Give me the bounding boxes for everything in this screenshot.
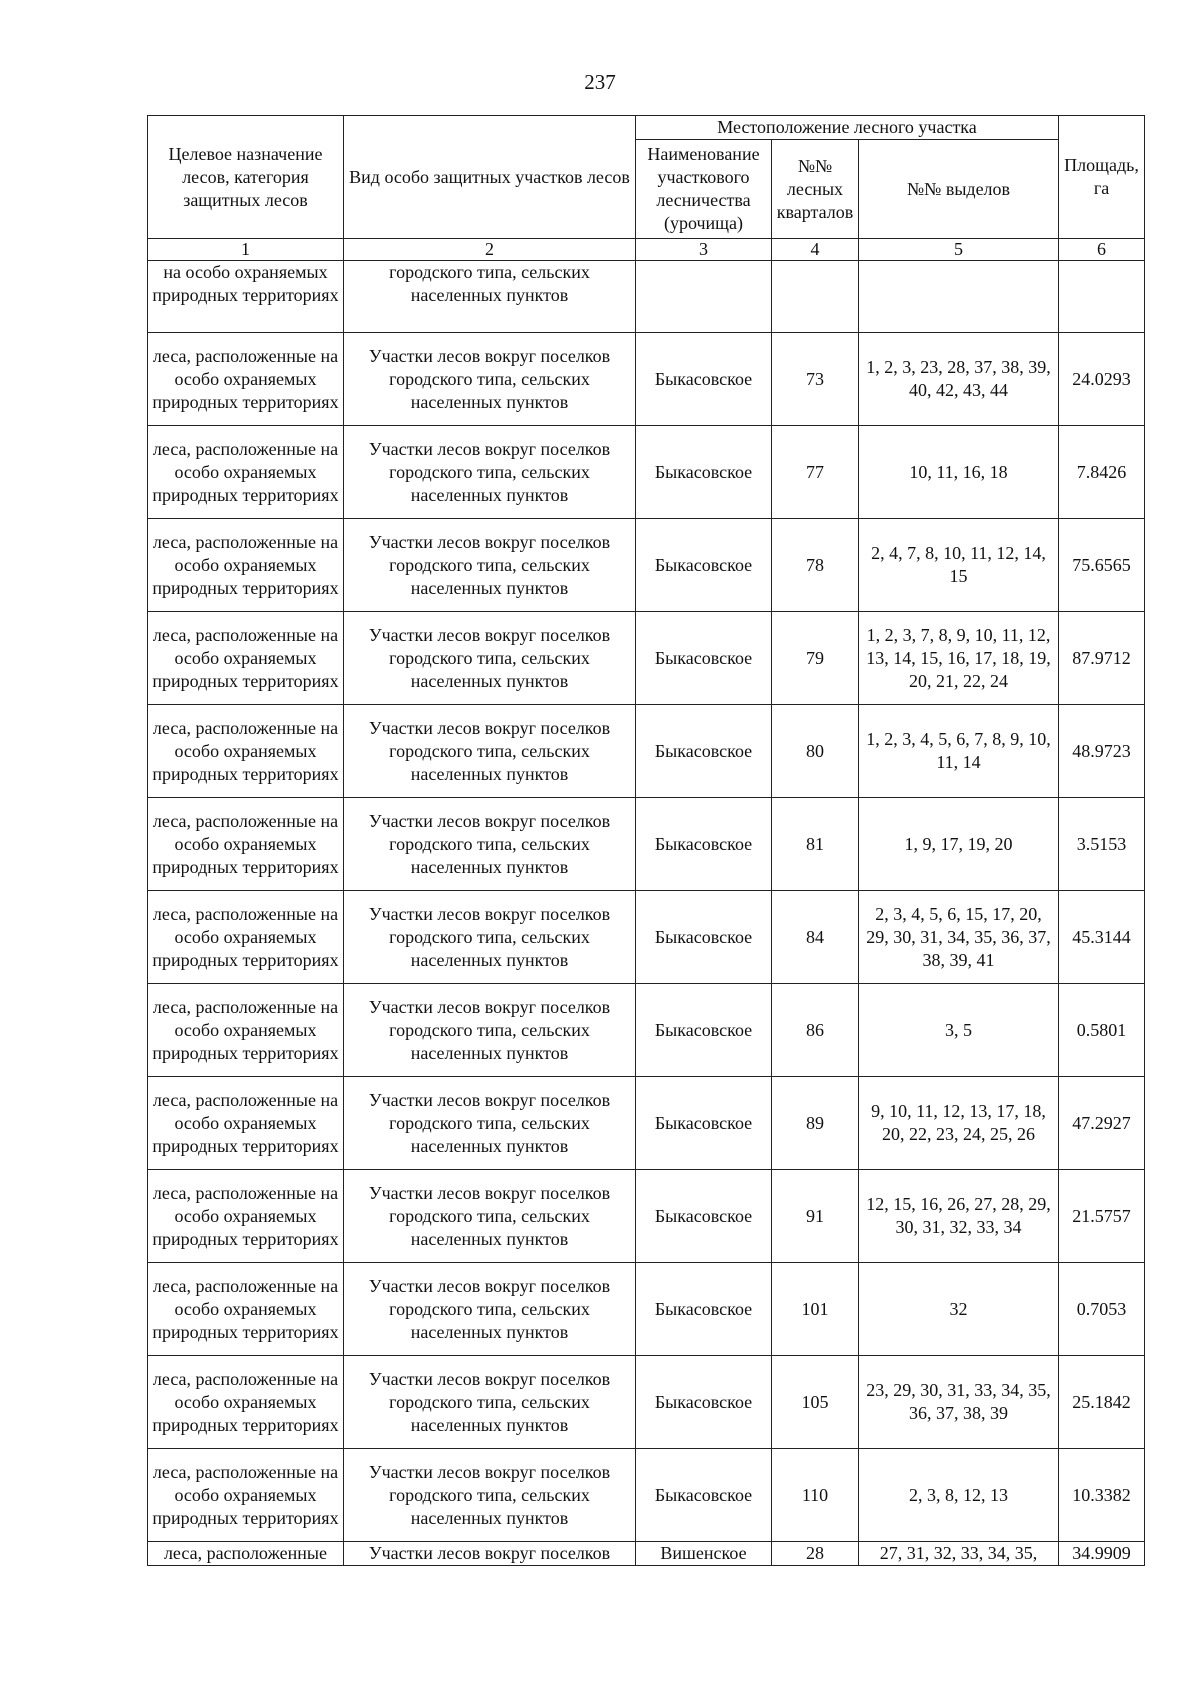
cell-forestry: Быкасовское	[636, 1170, 772, 1263]
cell-purpose: леса, расположенные на особо охраняемых природных территориях	[148, 1449, 344, 1542]
cell-quarter: 110	[772, 1449, 859, 1542]
cell-area: 48.9723	[1059, 705, 1145, 798]
header-row-top	[148, 116, 1145, 140]
cell-area: 34.9909	[1059, 1542, 1145, 1566]
cell-area: 24.0293	[1059, 333, 1145, 426]
cell-quarter: 78	[772, 519, 859, 612]
cell-plots: 1, 9, 17, 19, 20	[859, 798, 1059, 891]
table-row	[148, 705, 1145, 798]
column-number: 4	[772, 239, 859, 261]
cell-plots: 2, 3, 4, 5, 6, 15, 17, 20, 29, 30, 31, 34, 35, 36, 37, 38, 39, 41	[859, 891, 1059, 984]
cell-area: 3.5153	[1059, 798, 1145, 891]
cell-forestry: Быкасовское	[636, 984, 772, 1077]
cell-protected-type: Участки лесов вокруг поселков городского типа, сельских населенных пунктов	[344, 798, 636, 891]
cell-area: 21.5757	[1059, 1170, 1145, 1263]
cell-quarter: 101	[772, 1263, 859, 1356]
cell-plots: 1, 2, 3, 23, 28, 37, 38, 39, 40, 42, 43, 44	[859, 333, 1059, 426]
cell-forestry: Быкасовское	[636, 798, 772, 891]
cell-protected-type: Участки лесов вокруг поселков городского типа, сельских населенных пунктов	[344, 426, 636, 519]
cell-area: 10.3382	[1059, 1449, 1145, 1542]
cell-protected-type: Участки лесов вокруг поселков городского типа, сельских населенных пунктов	[344, 891, 636, 984]
column-number: 3	[636, 239, 772, 261]
cell-area	[1059, 261, 1145, 333]
cell-forestry: Быкасовское	[636, 1449, 772, 1542]
cell-protected-type: городского типа, сельских населенных пунктов	[344, 261, 636, 333]
cell-area: 0.7053	[1059, 1263, 1145, 1356]
column-number: 1	[148, 239, 344, 261]
header-forestry: Наименование участкового лесничества (урочища)	[636, 140, 772, 239]
header-plots: №№ выделов	[859, 140, 1059, 239]
cell-plots: 10, 11, 16, 18	[859, 426, 1059, 519]
table-row	[148, 1077, 1145, 1170]
protected-forest-table	[147, 115, 1145, 1566]
cell-purpose: на особо охраняемых природных территориях	[148, 261, 344, 333]
table-row	[148, 1263, 1145, 1356]
cell-forestry: Быкасовское	[636, 519, 772, 612]
cell-plots: 27, 31, 32, 33, 34, 35,	[859, 1542, 1059, 1566]
cell-plots: 23, 29, 30, 31, 33, 34, 35, 36, 37, 38, 39	[859, 1356, 1059, 1449]
cell-protected-type: Участки лесов вокруг поселков городского типа, сельских населенных пунктов	[344, 1077, 636, 1170]
cell-protected-type: Участки лесов вокруг поселков	[344, 1542, 636, 1566]
cell-protected-type: Участки лесов вокруг поселков городского типа, сельских населенных пунктов	[344, 1263, 636, 1356]
cell-forestry: Быкасовское	[636, 426, 772, 519]
cell-purpose: леса, расположенные на особо охраняемых природных территориях	[148, 519, 344, 612]
cell-quarter: 91	[772, 1170, 859, 1263]
cell-quarter	[772, 261, 859, 333]
cell-protected-type: Участки лесов вокруг поселков городского типа, сельских населенных пунктов	[344, 1356, 636, 1449]
cell-plots: 32	[859, 1263, 1059, 1356]
cell-area: 45.3144	[1059, 891, 1145, 984]
cell-quarter: 80	[772, 705, 859, 798]
cell-protected-type: Участки лесов вокруг поселков городского типа, сельских населенных пунктов	[344, 612, 636, 705]
cell-quarter: 73	[772, 333, 859, 426]
cell-protected-type: Участки лесов вокруг поселков городского типа, сельских населенных пунктов	[344, 984, 636, 1077]
cell-purpose: леса, расположенные	[148, 1542, 344, 1566]
cell-plots: 3, 5	[859, 984, 1059, 1077]
cell-purpose: леса, расположенные на особо охраняемых природных территориях	[148, 612, 344, 705]
table-row	[148, 1449, 1145, 1542]
header-quarters: №№ лесных кварталов	[772, 140, 859, 239]
column-number-row	[148, 239, 1145, 261]
table-row	[148, 426, 1145, 519]
header-purpose: Целевое назначение лесов, категория защитных лесов	[148, 116, 344, 239]
cell-plots: 1, 2, 3, 7, 8, 9, 10, 11, 12, 13, 14, 15, 16, 17, 18, 19, 20, 21, 22, 24	[859, 612, 1059, 705]
table-row	[148, 612, 1145, 705]
cell-purpose: леса, расположенные на особо охраняемых природных территориях	[148, 891, 344, 984]
cell-purpose: леса, расположенные на особо охраняемых природных территориях	[148, 705, 344, 798]
cell-forestry: Быкасовское	[636, 1263, 772, 1356]
cell-area: 47.2927	[1059, 1077, 1145, 1170]
table-body	[148, 261, 1145, 1566]
table-row	[148, 1356, 1145, 1449]
cell-plots: 12, 15, 16, 26, 27, 28, 29, 30, 31, 32, 33, 34	[859, 1170, 1059, 1263]
cell-quarter: 86	[772, 984, 859, 1077]
cell-area: 87.9712	[1059, 612, 1145, 705]
table-row	[148, 891, 1145, 984]
cell-plots: 1, 2, 3, 4, 5, 6, 7, 8, 9, 10, 11, 14	[859, 705, 1059, 798]
cell-protected-type: Участки лесов вокруг поселков городского типа, сельских населенных пунктов	[344, 333, 636, 426]
cell-purpose: леса, расположенные на особо охраняемых природных территориях	[148, 1170, 344, 1263]
column-number: 2	[344, 239, 636, 261]
cell-purpose: леса, расположенные на особо охраняемых природных территориях	[148, 333, 344, 426]
table-row	[148, 519, 1145, 612]
cell-purpose: леса, расположенные на особо охраняемых природных территориях	[148, 1263, 344, 1356]
cell-quarter: 28	[772, 1542, 859, 1566]
cell-plots	[859, 261, 1059, 333]
cell-forestry: Быкасовское	[636, 891, 772, 984]
cell-forestry: Быкасовское	[636, 1356, 772, 1449]
table-row	[148, 333, 1145, 426]
cell-plots: 2, 4, 7, 8, 10, 11, 12, 14, 15	[859, 519, 1059, 612]
cell-area: 7.8426	[1059, 426, 1145, 519]
table-row	[148, 798, 1145, 891]
cell-quarter: 89	[772, 1077, 859, 1170]
cell-area: 25.1842	[1059, 1356, 1145, 1449]
header-protected-type: Вид особо защитных участков лесов	[344, 116, 636, 239]
cell-protected-type: Участки лесов вокруг поселков городского типа, сельских населенных пунктов	[344, 705, 636, 798]
cell-quarter: 84	[772, 891, 859, 984]
cell-forestry: Быкасовское	[636, 333, 772, 426]
page-number: 237	[584, 70, 616, 94]
column-number: 5	[859, 239, 1059, 261]
cell-forestry: Вишенское	[636, 1542, 772, 1566]
header-area: Площадь, га	[1059, 116, 1145, 239]
cell-forestry: Быкасовское	[636, 1077, 772, 1170]
header-location-group: Местоположение лесного участка	[636, 116, 1059, 140]
table-row	[148, 1170, 1145, 1263]
cell-purpose: леса, расположенные на особо охраняемых природных территориях	[148, 1356, 344, 1449]
cell-plots: 2, 3, 8, 12, 13	[859, 1449, 1059, 1542]
cell-quarter: 77	[772, 426, 859, 519]
cell-purpose: леса, расположенные на особо охраняемых природных территориях	[148, 984, 344, 1077]
cell-quarter: 105	[772, 1356, 859, 1449]
table-row	[148, 261, 1145, 333]
cell-purpose: леса, расположенные на особо охраняемых природных территориях	[148, 1077, 344, 1170]
cell-area: 75.6565	[1059, 519, 1145, 612]
cell-forestry: Быкасовское	[636, 612, 772, 705]
cell-protected-type: Участки лесов вокруг поселков городского типа, сельских населенных пунктов	[344, 1170, 636, 1263]
cell-area: 0.5801	[1059, 984, 1145, 1077]
cell-quarter: 81	[772, 798, 859, 891]
cell-purpose: леса, расположенные на особо охраняемых природных территориях	[148, 426, 344, 519]
table-row	[148, 1542, 1145, 1566]
column-number: 6	[1059, 239, 1145, 261]
cell-protected-type: Участки лесов вокруг поселков городского типа, сельских населенных пунктов	[344, 519, 636, 612]
cell-forestry	[636, 261, 772, 333]
cell-forestry: Быкасовское	[636, 705, 772, 798]
table-row	[148, 984, 1145, 1077]
cell-protected-type: Участки лесов вокруг поселков городского типа, сельских населенных пунктов	[344, 1449, 636, 1542]
cell-quarter: 79	[772, 612, 859, 705]
cell-plots: 9, 10, 11, 12, 13, 17, 18, 20, 22, 23, 24, 25, 26	[859, 1077, 1059, 1170]
cell-purpose: леса, расположенные на особо охраняемых природных территориях	[148, 798, 344, 891]
